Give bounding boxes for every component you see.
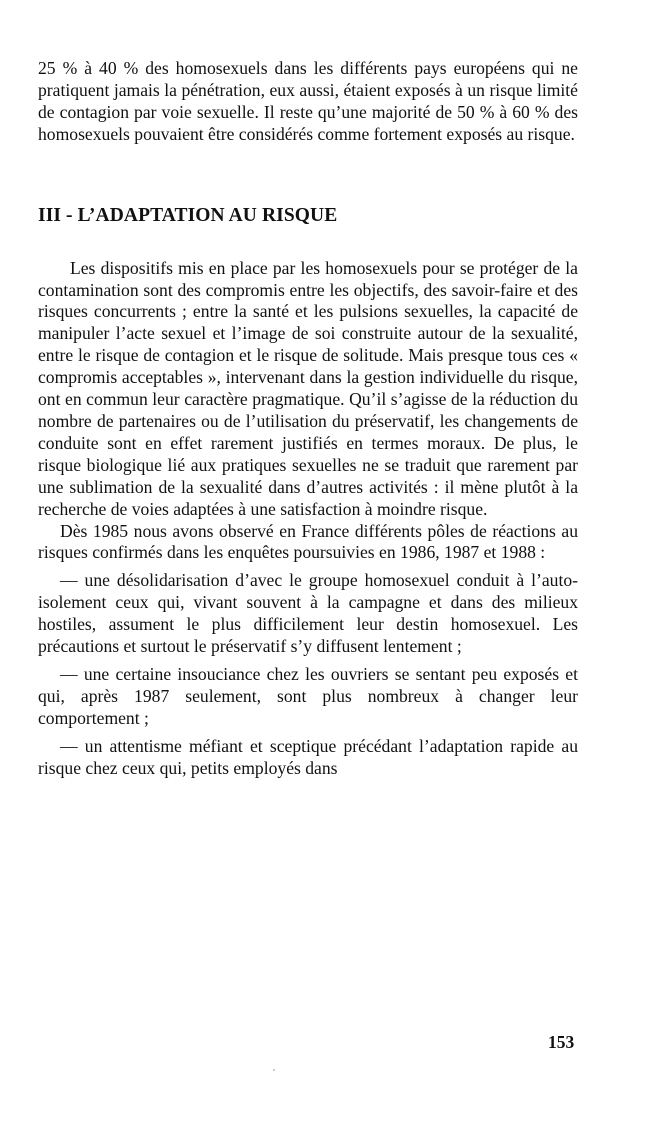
section-heading: III - L’ADAPTATION AU RISQUE: [38, 204, 338, 226]
page-number: 153: [548, 1032, 575, 1052]
scan-speck: [273, 1069, 275, 1071]
paragraph-strategies: Les dispositifs mis en place par les homosexuels pour se protéger de la contamination sont des compromis entre les objectifs, des savoir-faire et des risques concurrents ; entre la santé et les pulsions sexuelles, la capacité de manipuler l’acte sexuel et l’image de soi construite autour de la sexualité, entre le risque de contagion et le risque de solitude. Mais presque tous ces « compromis acceptables », intervenant dans la gestion individuelle du risque, ont en commun leur caractère pragmatique. Qu’il s’agisse de la réduction du nombre de partenaires ou de l’utilisation du préservatif, les changements de conduite sont en effet rarement justifiés en termes moraux. De plus, le risque biologique lié aux pratiques sexuelles ne se traduit que rarement par une sublimation de la sexualité dans d’autres activités : il mène plutôt à la recherche de voies adaptées à une satisfaction à moindre risque.: [38, 257, 578, 519]
list-item: — un attentisme méfiant et sceptique précédant l’adaptation rapide au risque chez ceux qui, petits employés dans: [38, 735, 578, 778]
list-item: — une désolidarisation d’avec le groupe homosexuel conduit à l’auto-isolement ceux qui, vivant souvent à la campagne et dans des milieux hostiles, assument le plus difficilement leur destin homosexuel. Les précautions et surtout le préservatif s’y diffusent lentement ;: [38, 570, 578, 657]
paragraph-observations: Dès 1985 nous avons observé en France différents pôles de réactions au risques confirmés dans les enquêtes poursuivies en 1986, 1987 et 1988 :: [38, 520, 578, 563]
list-item: — une certaine insouciance chez les ouvriers se sentant peu exposés et qui, après 1987 seulement, sont plus nombreux à changer leur comportement ;: [38, 663, 578, 728]
intro-paragraph: 25 % à 40 % des homosexuels dans les différents pays européens qui ne pratiquent jamais la pénétration, eux aussi, étaient exposés à un risque limité de contagion par voie sexuelle. Il reste qu’une majorité de 50 % à 60 % des homosexuels pouvaient être considérés comme fortement exposés au risque.: [38, 58, 578, 144]
book-page-text: [38, 58, 578, 779]
